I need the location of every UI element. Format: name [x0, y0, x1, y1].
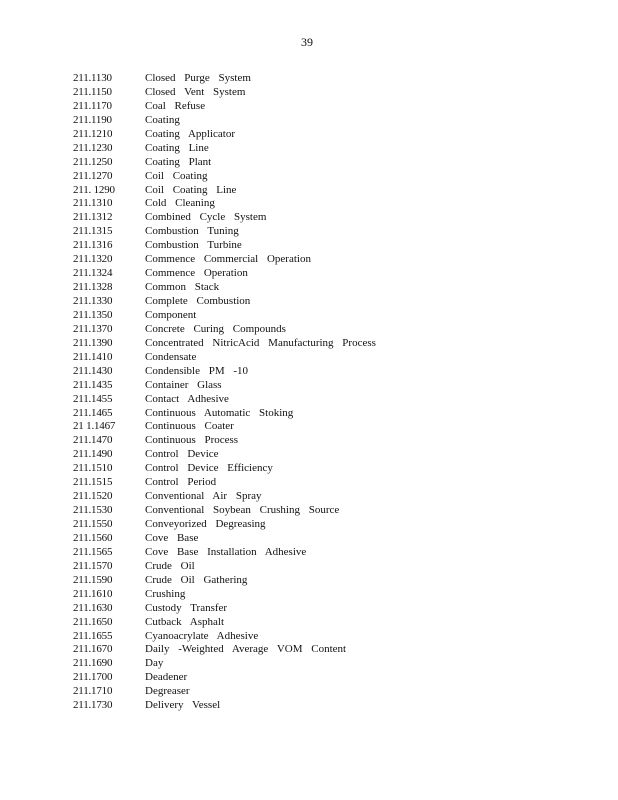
defined-term: Concentrated NitricAcid Manufacturing Process — [145, 336, 376, 349]
section-number: 211.1700 — [73, 671, 113, 684]
section-number: 211.1316 — [73, 239, 113, 252]
defined-term: Coating Applicator — [145, 127, 236, 140]
section-number: 211.1210 — [73, 127, 113, 140]
section-number: 211.1610 — [73, 587, 113, 600]
section-number: 211.1630 — [73, 601, 113, 614]
section-number: 211.1324 — [73, 267, 113, 280]
section-number: 211.1550 — [73, 518, 113, 530]
section-number: 211.1465 — [73, 406, 113, 419]
defined-term: Combustion Turbine — [145, 239, 242, 252]
defined-term: Commence Commercial Operation — [145, 253, 311, 266]
section-number: 211.1370 — [73, 322, 113, 335]
section-number: 211.1150 — [73, 85, 112, 98]
defined-term: Cutback Asphalt — [145, 615, 225, 628]
section-number: 211.1565 — [73, 545, 113, 558]
defined-term: Condensible PM -10 — [145, 364, 249, 377]
defined-term: Control Period — [145, 476, 217, 489]
section-number: 211.1330 — [73, 295, 113, 307]
defined-term: Control Device — [145, 448, 219, 461]
section-number: 211.1410 — [73, 350, 113, 363]
defined-term: Coal Refuse — [145, 99, 206, 112]
section-number: 211.1490 — [73, 448, 113, 461]
section-number: 211.1570 — [73, 559, 113, 572]
defined-term: Commence Operation — [145, 267, 248, 280]
defined-term: Closed Purge System — [145, 72, 251, 84]
defined-term: Crude Oil — [145, 559, 195, 572]
section-number: 211.1510 — [73, 462, 113, 475]
section-number: 211.1710 — [73, 685, 113, 698]
section-number: 211.1312 — [73, 211, 113, 224]
defined-term: Common Stack — [145, 281, 220, 294]
defined-term: Continuous Automatic Stoking — [145, 406, 294, 419]
defined-term: Combined Cycle System — [145, 211, 267, 224]
defined-term: Conveyorized Degreasing — [145, 518, 266, 530]
defined-term: Container Glass — [145, 378, 222, 391]
defined-term: Custody Transfer — [145, 601, 228, 614]
section-number: 211.1350 — [73, 308, 113, 321]
section-number: 211. 1290 — [73, 183, 115, 196]
defined-term: Conventional Air Spray — [145, 490, 262, 503]
defined-term: Coil Coating Line — [145, 183, 237, 196]
section-number: 211.1430 — [73, 364, 113, 377]
section-number: 211.1390 — [73, 336, 113, 349]
section-number: 211.1310 — [73, 197, 113, 210]
defined-term: Coil Coating — [145, 169, 208, 182]
defined-term: Coating — [145, 113, 180, 126]
defined-term: Continuous Coater — [145, 420, 234, 433]
defined-term: Delivery Vessel — [145, 699, 221, 712]
section-number: 211.1650 — [73, 615, 113, 628]
defined-term: Concrete Curing Compounds — [145, 322, 286, 335]
defined-term: Coating Line — [145, 141, 209, 154]
section-number: 211.1270 — [73, 169, 113, 182]
defined-term: Condensate — [145, 350, 197, 363]
defined-term: Closed Vent System — [145, 85, 246, 98]
section-number: 211.1170 — [73, 99, 112, 112]
section-number: 211.1530 — [73, 504, 113, 517]
defined-term: Deadener — [145, 671, 188, 684]
page-number: 39 — [301, 35, 313, 49]
section-number: 211.1328 — [73, 281, 113, 294]
defined-term: Continuous Process — [145, 434, 239, 447]
defined-term: Cyanoacrylate Adhesive — [145, 629, 259, 642]
section-number: 211.1655 — [73, 629, 113, 642]
defined-term: Control Device Efficiency — [145, 462, 273, 475]
section-number: 211.1470 — [73, 434, 113, 447]
defined-term: Cold Cleaning — [145, 197, 215, 210]
defined-term: Cove Base Installation Adhesive — [145, 545, 307, 558]
defined-term: Contact Adhesive — [145, 392, 229, 405]
section-number: 211.1690 — [73, 657, 113, 670]
section-number: 211.1730 — [73, 699, 113, 712]
section-number: 211.1435 — [73, 378, 113, 391]
section-number: 211.1320 — [73, 253, 113, 266]
defined-term: Day — [145, 657, 164, 670]
section-number: 211.1250 — [73, 155, 113, 168]
section-number: 211.1190 — [73, 113, 112, 126]
section-number: 211.1130 — [73, 72, 112, 84]
section-number: 211.1590 — [73, 573, 113, 586]
section-number: 21 1.1467 — [73, 420, 116, 433]
defined-term: Combustion Tuning — [145, 225, 239, 238]
defined-term: Crushing — [145, 587, 186, 600]
section-number: 211.1515 — [73, 476, 113, 489]
section-number: 211.1670 — [73, 643, 113, 656]
defined-term: Component — [145, 308, 197, 321]
section-number: 211.1560 — [73, 531, 113, 544]
section-number: 211.1315 — [73, 225, 113, 238]
defined-term: Degreaser — [145, 685, 190, 698]
defined-term: Coating Plant — [145, 155, 212, 168]
section-number: 211.1455 — [73, 392, 113, 405]
section-number: 211.1520 — [73, 490, 113, 503]
defined-term: Conventional Soybean Crushing Source — [145, 504, 340, 517]
defined-term: Daily -Weighted Average VOM Content — [145, 643, 347, 656]
defined-term: Cove Base — [145, 531, 199, 544]
defined-term: Crude Oil Gathering — [145, 573, 248, 586]
defined-term: Complete Combustion — [145, 295, 251, 307]
section-number: 211.1230 — [73, 141, 113, 154]
